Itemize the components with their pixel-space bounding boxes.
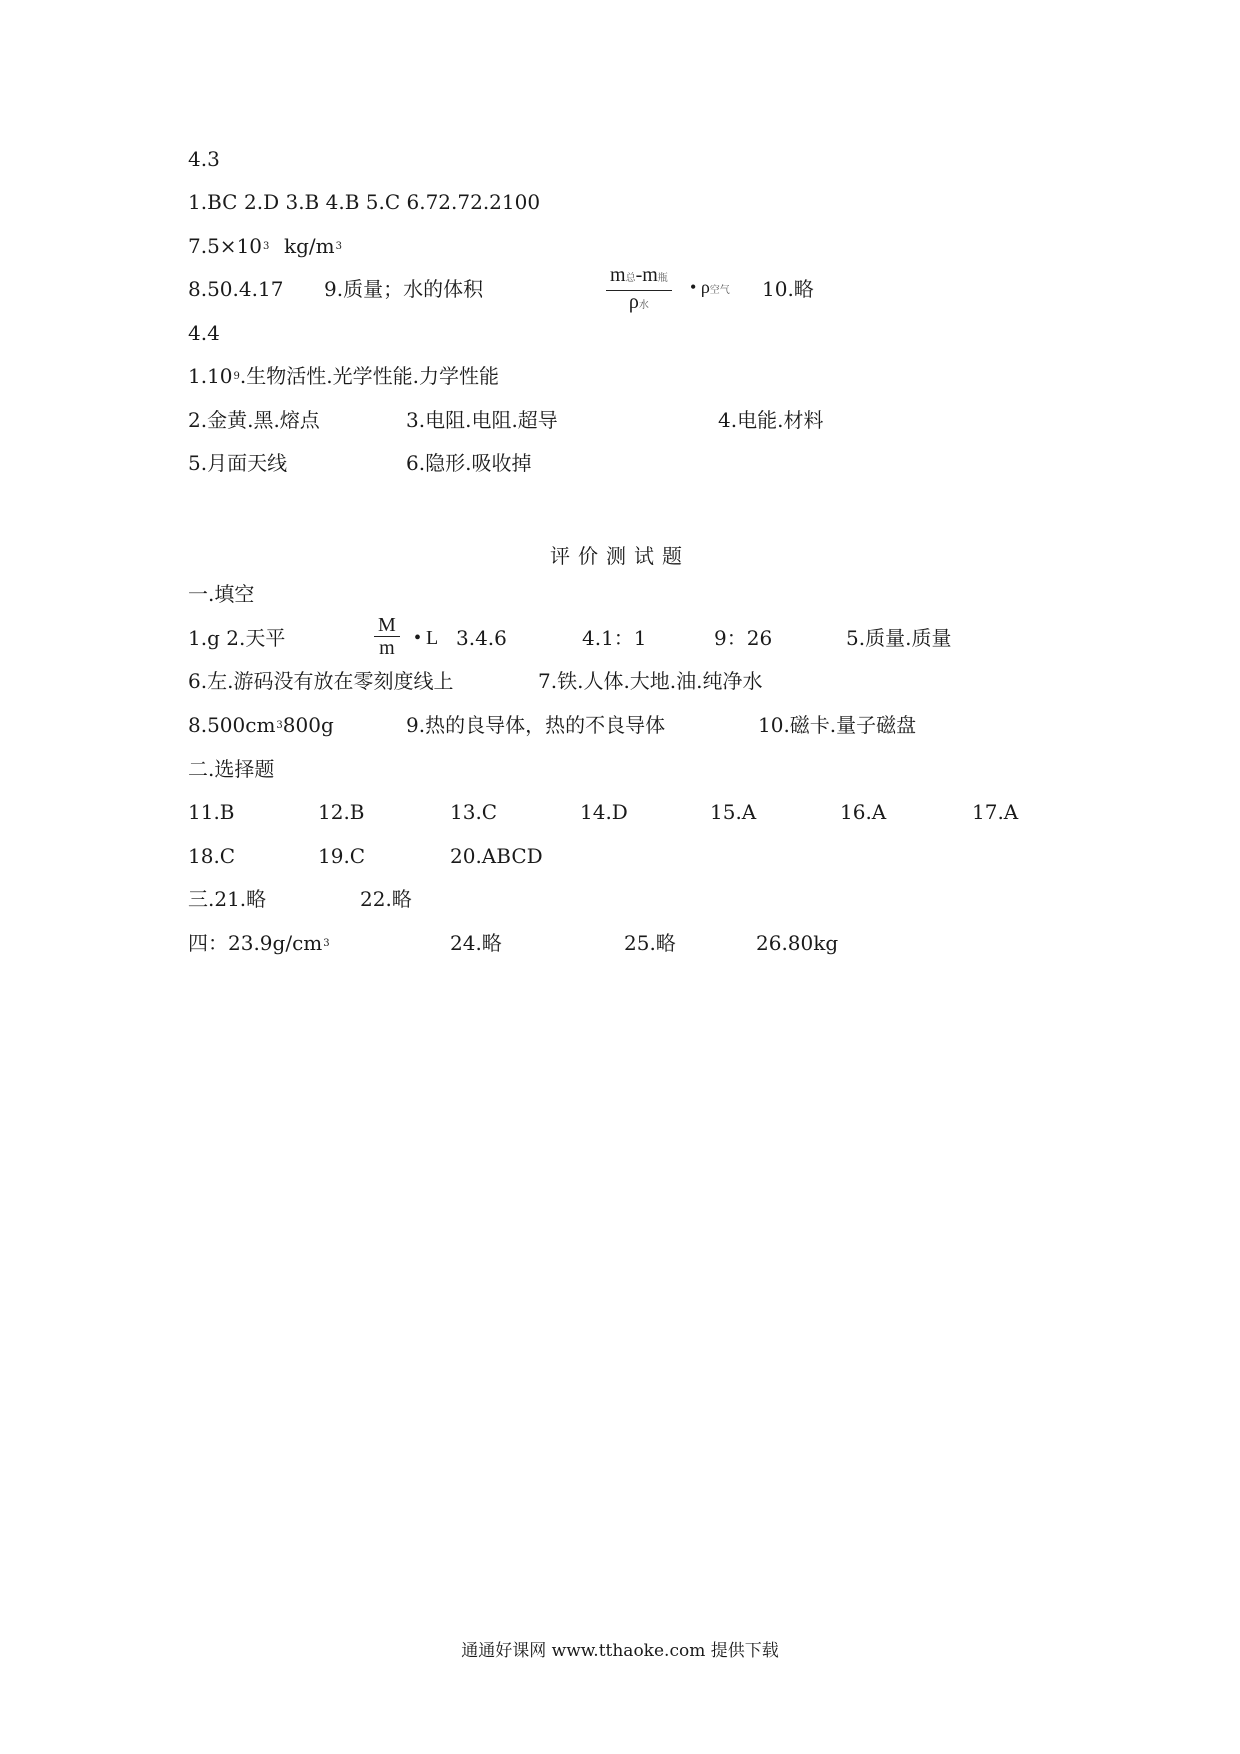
unit: $kg/m^3$ <box>284 234 342 258</box>
answer-row: $8.500cm^3800g$ 9.热的良导体，热的不良导体 10.磁卡.量子磁盘 <box>188 713 917 737</box>
part-heading: 二.选择题 <box>188 757 275 781</box>
answer-row: 四：$23.9g/cm^3$ 24.略 25.略 26.80kg <box>188 931 839 955</box>
density-formula: m总-m瓶 ρ水 <box>606 264 672 317</box>
answer-row: 6.左.游码没有放在零刻度线上 7.铁.人体.大地.油.纯净水 <box>188 669 763 693</box>
answer-row: 三.21.略 22.略 <box>188 887 412 911</box>
answer-row <box>188 189 541 215</box>
formula-length: • L <box>414 627 439 649</box>
part-heading: 一.填空 <box>188 582 255 606</box>
answer-row: 5.月面天线 6.隐形.吸收掉 <box>188 451 532 475</box>
superscript: 3 <box>276 720 283 731</box>
answer: 9.质量；水的体积 <box>324 277 484 301</box>
footer-source: 通通好课网 www.tthaoke.com 提供下载 <box>461 1641 779 1661</box>
answer: 8.50.4.17 <box>188 277 284 301</box>
section-heading-4-4: 4.4 <box>188 321 220 345</box>
answer: 10.略 <box>762 277 814 301</box>
answer-row: 1.10$^9$.生物活性.光学性能.力学性能 <box>188 364 499 388</box>
superscript: 3 <box>323 938 330 949</box>
section-heading-4-3: 4.3 <box>188 147 220 171</box>
page-title: 评价测试题 <box>550 544 690 568</box>
formula-rho: • ρ空气 <box>690 277 730 297</box>
answer: 1.BC <box>188 190 238 214</box>
answer: 2.D 3.B 4.B 5.C 6.72.72.2100 <box>244 190 541 214</box>
answer-row: 1.g 2.天平 3.4.6 4.1：1 9：26 5.质量.质量 <box>188 626 952 650</box>
answer: 7.5×10 <box>188 234 263 258</box>
superscript: 9 <box>233 371 240 382</box>
answer-row <box>188 276 484 302</box>
superscript: 3 <box>263 241 270 252</box>
superscript: 3 <box>335 241 342 252</box>
answer-row <box>188 233 342 264</box>
answer-row: 2.金黄.黑.熔点 3.电阻.电阻.超导 4.电能.材料 <box>188 408 824 432</box>
ratio-formula: $\frac{M}{m}$ <box>374 614 400 659</box>
